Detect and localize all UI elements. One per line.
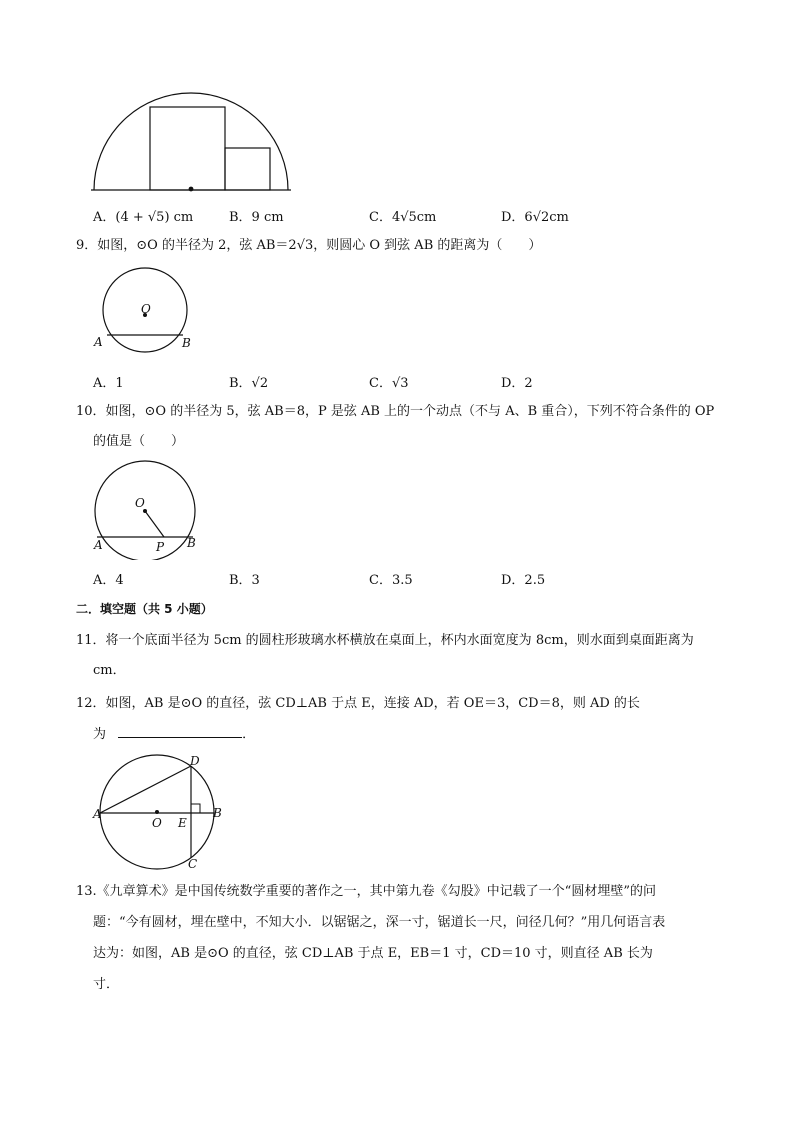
q9-option-d: D．2 bbox=[501, 376, 533, 391]
q10-stem-line1: 10．如图，⊙O 的半径为 5，弦 AB＝8，P 是弦 AB 上的一个动点（不与 A、B 重合），下列不符合条件的 OP bbox=[76, 404, 715, 419]
q9-option-a: A．1 bbox=[93, 376, 124, 391]
q9-stem: 9．如图，⊙O 的半径为 2，弦 AB＝2√3，则圆心 O 到弦 AB 的距离为（ ） bbox=[76, 238, 542, 253]
label-a: A bbox=[93, 807, 102, 821]
q12-line2 bbox=[93, 725, 255, 744]
segment-ad bbox=[100, 766, 191, 813]
center-point bbox=[189, 187, 194, 192]
label-d: D bbox=[190, 754, 200, 768]
label-b: B bbox=[182, 336, 191, 350]
label-a: A bbox=[94, 335, 103, 349]
q10-circle-figure bbox=[90, 460, 210, 560]
label-a: A bbox=[94, 538, 103, 552]
q9-option-b: B．√2 bbox=[229, 376, 269, 391]
label-b: B bbox=[213, 806, 222, 820]
q10-option-a: A．4 bbox=[93, 573, 124, 588]
q10-option-d: D．2.5 bbox=[501, 573, 546, 588]
q13-line4: 寸． bbox=[93, 977, 120, 992]
q8-option-a: A．(4 + √5) cm bbox=[93, 210, 194, 225]
small-square bbox=[225, 148, 270, 190]
segment-op bbox=[145, 511, 164, 537]
q8-semicircle-figure bbox=[88, 90, 294, 198]
q13-line1: 13.《九章算术》是中国传统数学重要的著作之一，其中第九卷《勾股》中记载了一个“圆材埋壁”的问 bbox=[76, 884, 656, 899]
q9-circle-figure bbox=[90, 266, 210, 360]
large-square bbox=[150, 107, 225, 190]
q11-line2: cm． bbox=[93, 663, 126, 678]
q12-line2-suffix: ． bbox=[242, 727, 256, 742]
q10-option-c: C．3.5 bbox=[369, 573, 413, 588]
label-c: C bbox=[188, 857, 198, 871]
label-p: P bbox=[156, 540, 165, 554]
q10-stem-line2: 的值是（ ） bbox=[93, 434, 185, 449]
q13-line2: 题：“今有圆材，埋在壁中，不知大小．以锯锯之，深一寸，锯道长一尺，问径几何？”用几何语言表 bbox=[93, 915, 666, 930]
label-e: E bbox=[178, 816, 187, 830]
q8-option-d: D．6√2cm bbox=[501, 210, 569, 225]
label-o: O bbox=[152, 816, 162, 830]
q12-line2-prefix: 为 bbox=[93, 727, 107, 742]
answer-blank[interactable] bbox=[118, 725, 242, 738]
label-o: O bbox=[135, 496, 145, 510]
q11-line1: 11．将一个底面半径为 5cm 的圆柱形玻璃水杯横放在桌面上，杯内水面宽度为 8cm，则水面到桌面距离为 bbox=[76, 633, 694, 648]
q13-line3: 达为：如图，AB 是⊙O 的直径，弦 CD⊥AB 于点 E，EB＝1 寸，CD＝10 寸，则直径 AB 长为 bbox=[93, 946, 653, 961]
label-o: O bbox=[141, 302, 151, 316]
q9-option-c: C．√3 bbox=[369, 376, 409, 391]
q12-line1: 12．如图，AB 是⊙O 的直径，弦 CD⊥AB 于点 E，连接 AD，若 OE＝3，CD＝8，则 AD 的长 bbox=[76, 696, 640, 711]
center-point bbox=[155, 810, 159, 814]
q8-option-b: B．9 cm bbox=[229, 210, 284, 225]
right-angle-mark bbox=[191, 804, 200, 813]
q8-option-c: C．4√5cm bbox=[369, 210, 437, 225]
q12-circle-figure bbox=[90, 752, 230, 872]
label-b: B bbox=[187, 536, 196, 550]
q10-option-b: B．3 bbox=[229, 573, 260, 588]
section-title: 二．填空题（共 5 小题） bbox=[76, 602, 213, 616]
